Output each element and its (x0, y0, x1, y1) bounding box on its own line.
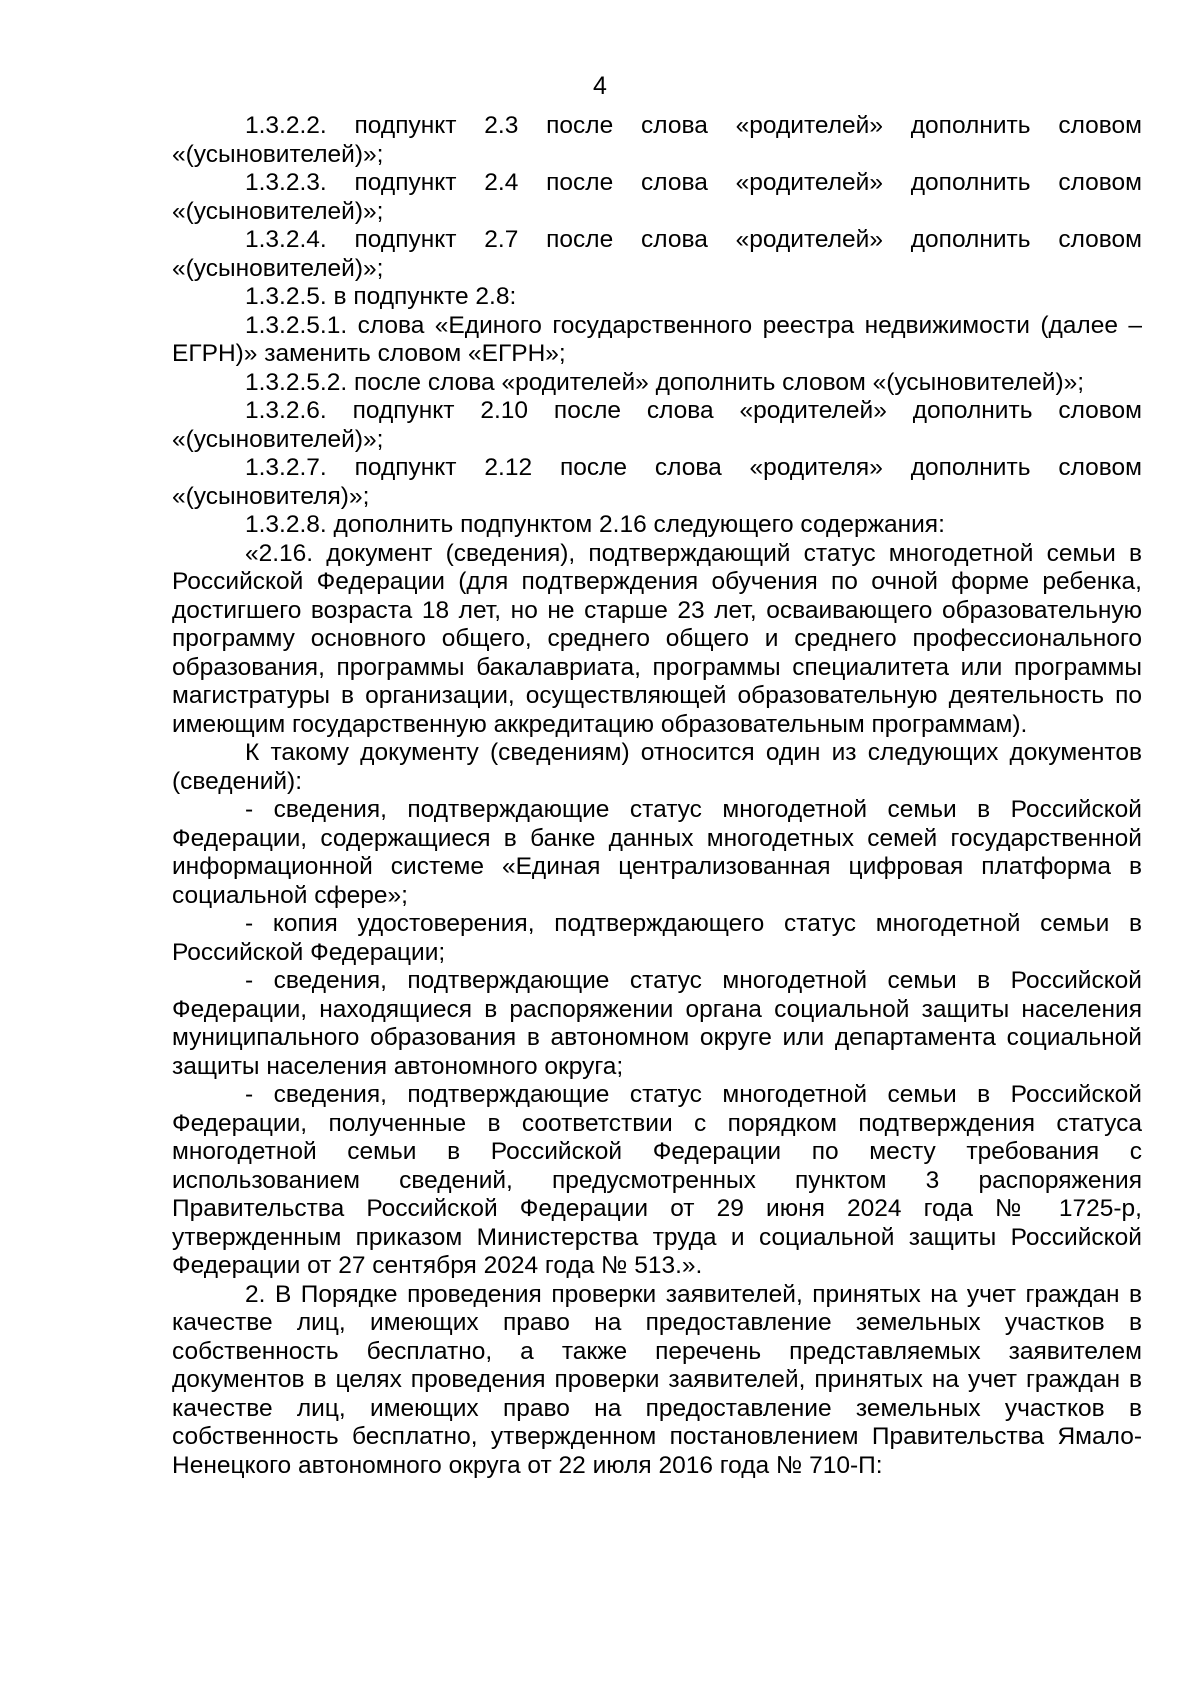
paragraph-documents-intro: К такому документу (сведениям) относится один из следующих документов (сведений): (172, 739, 1142, 795)
paragraph-1-3-2-5: 1.3.2.5. в подпункте 2.8: (245, 283, 517, 310)
list-item-order-513: - сведения, подтверждающие статус многодетной семьи в Российской Федерации, полученные в соответствии с порядком подтверждения статуса многодетной семьи в Российской Федерации по месту требования с использованием сведений, предусмотренных пунктом 3 распоряжения Правительства Российской Федерации от 29 июня 2024 года № 1725-р, утвержденным приказом Министерства труда и социальной защиты Российской Федерации от 27 сентября 2024 года № 513.». (172, 1081, 1142, 1279)
paragraph-1-3-2-6: 1.3.2.6. подпункт 2.10 после слова «родителей» дополнить словом «(усыновителей)»; (172, 397, 1142, 453)
paragraph-1-3-2-5-1: 1.3.2.5.1. слова «Единого государственного реестра недвижимости (далее – ЕГРН)» заменить словом «ЕГРН»; (172, 311, 1142, 367)
paragraph-2-procedure: 2. В Порядке проведения проверки заявителей, принятых на учет граждан в качестве лиц, имеющих право на предоставление земельных участков в собственность бесплатно, а также перечень представляемых заявителем документов в целях проведения проверки заявителей, принятых на учет граждан в качестве лиц, имеющих право на предоставление земельных участков в собственность бесплатно, утвержденном постановлением Правительства Ямало-Ненецкого автономного округа от 22 июля 2016 года № 710-П: (172, 1280, 1142, 1479)
paragraph-1-3-2-5-2: 1.3.2.5.2. после слова «родителей» дополнить словом «(усыновителей)»; (245, 368, 1085, 396)
paragraph-1-3-2-7: 1.3.2.7. подпункт 2.12 после слова «родителя» дополнить словом «(усыновителя)»; (172, 454, 1142, 510)
list-item-bank-data: - сведения, подтверждающие статус многодетной семьи в Российской Федерации, содержащиеся в банке данных многодетных семей государственной информационной системе «Единая централизованная цифровая платформа в социальной сфере»; (172, 796, 1142, 909)
paragraph-1-3-2-3: 1.3.2.3. подпункт 2.4 после слова «родителей» дополнить словом «(усыновителей)»; (172, 169, 1142, 225)
document-body (172, 112, 1142, 1480)
paragraph-1-3-2-2: 1.3.2.2. подпункт 2.3 после слова «родителей» дополнить словом «(усыновителей)»; (172, 112, 1142, 168)
paragraph-1-3-2-8: 1.3.2.8. дополнить подпунктом 2.16 следующего содержания: (245, 511, 945, 538)
list-item-certificate-copy: - копия удостоверения, подтверждающего статус многодетной семьи в Российской Федерации; (172, 910, 1142, 966)
page-number: 4 (593, 72, 607, 100)
paragraph-2-16-text: «2.16. документ (сведения), подтверждающий статус многодетной семьи в Российской Федерации (для подтверждения обучения по очной форме ребенка, достигшего возраста 18 лет, но не старше 23 лет, осваивающего образовательную программу основного общего, среднего общего и среднего профессионального образования, программы бакалавриата, программы специалитета или программы магистратуры в организации, осуществляющей образовательную деятельность по имеющим государственную аккредитацию образовательным программам). (172, 539, 1142, 738)
list-item-social-protection: - сведения, подтверждающие статус многодетной семьи в Российской Федерации, находящиеся в распоряжении органа социальной защиты населения муниципального образования в автономном округе или департамента социальной защиты населения автономного округа; (172, 967, 1142, 1080)
paragraph-1-3-2-4: 1.3.2.4. подпункт 2.7 после слова «родителей» дополнить словом «(усыновителей)»; (172, 226, 1142, 282)
